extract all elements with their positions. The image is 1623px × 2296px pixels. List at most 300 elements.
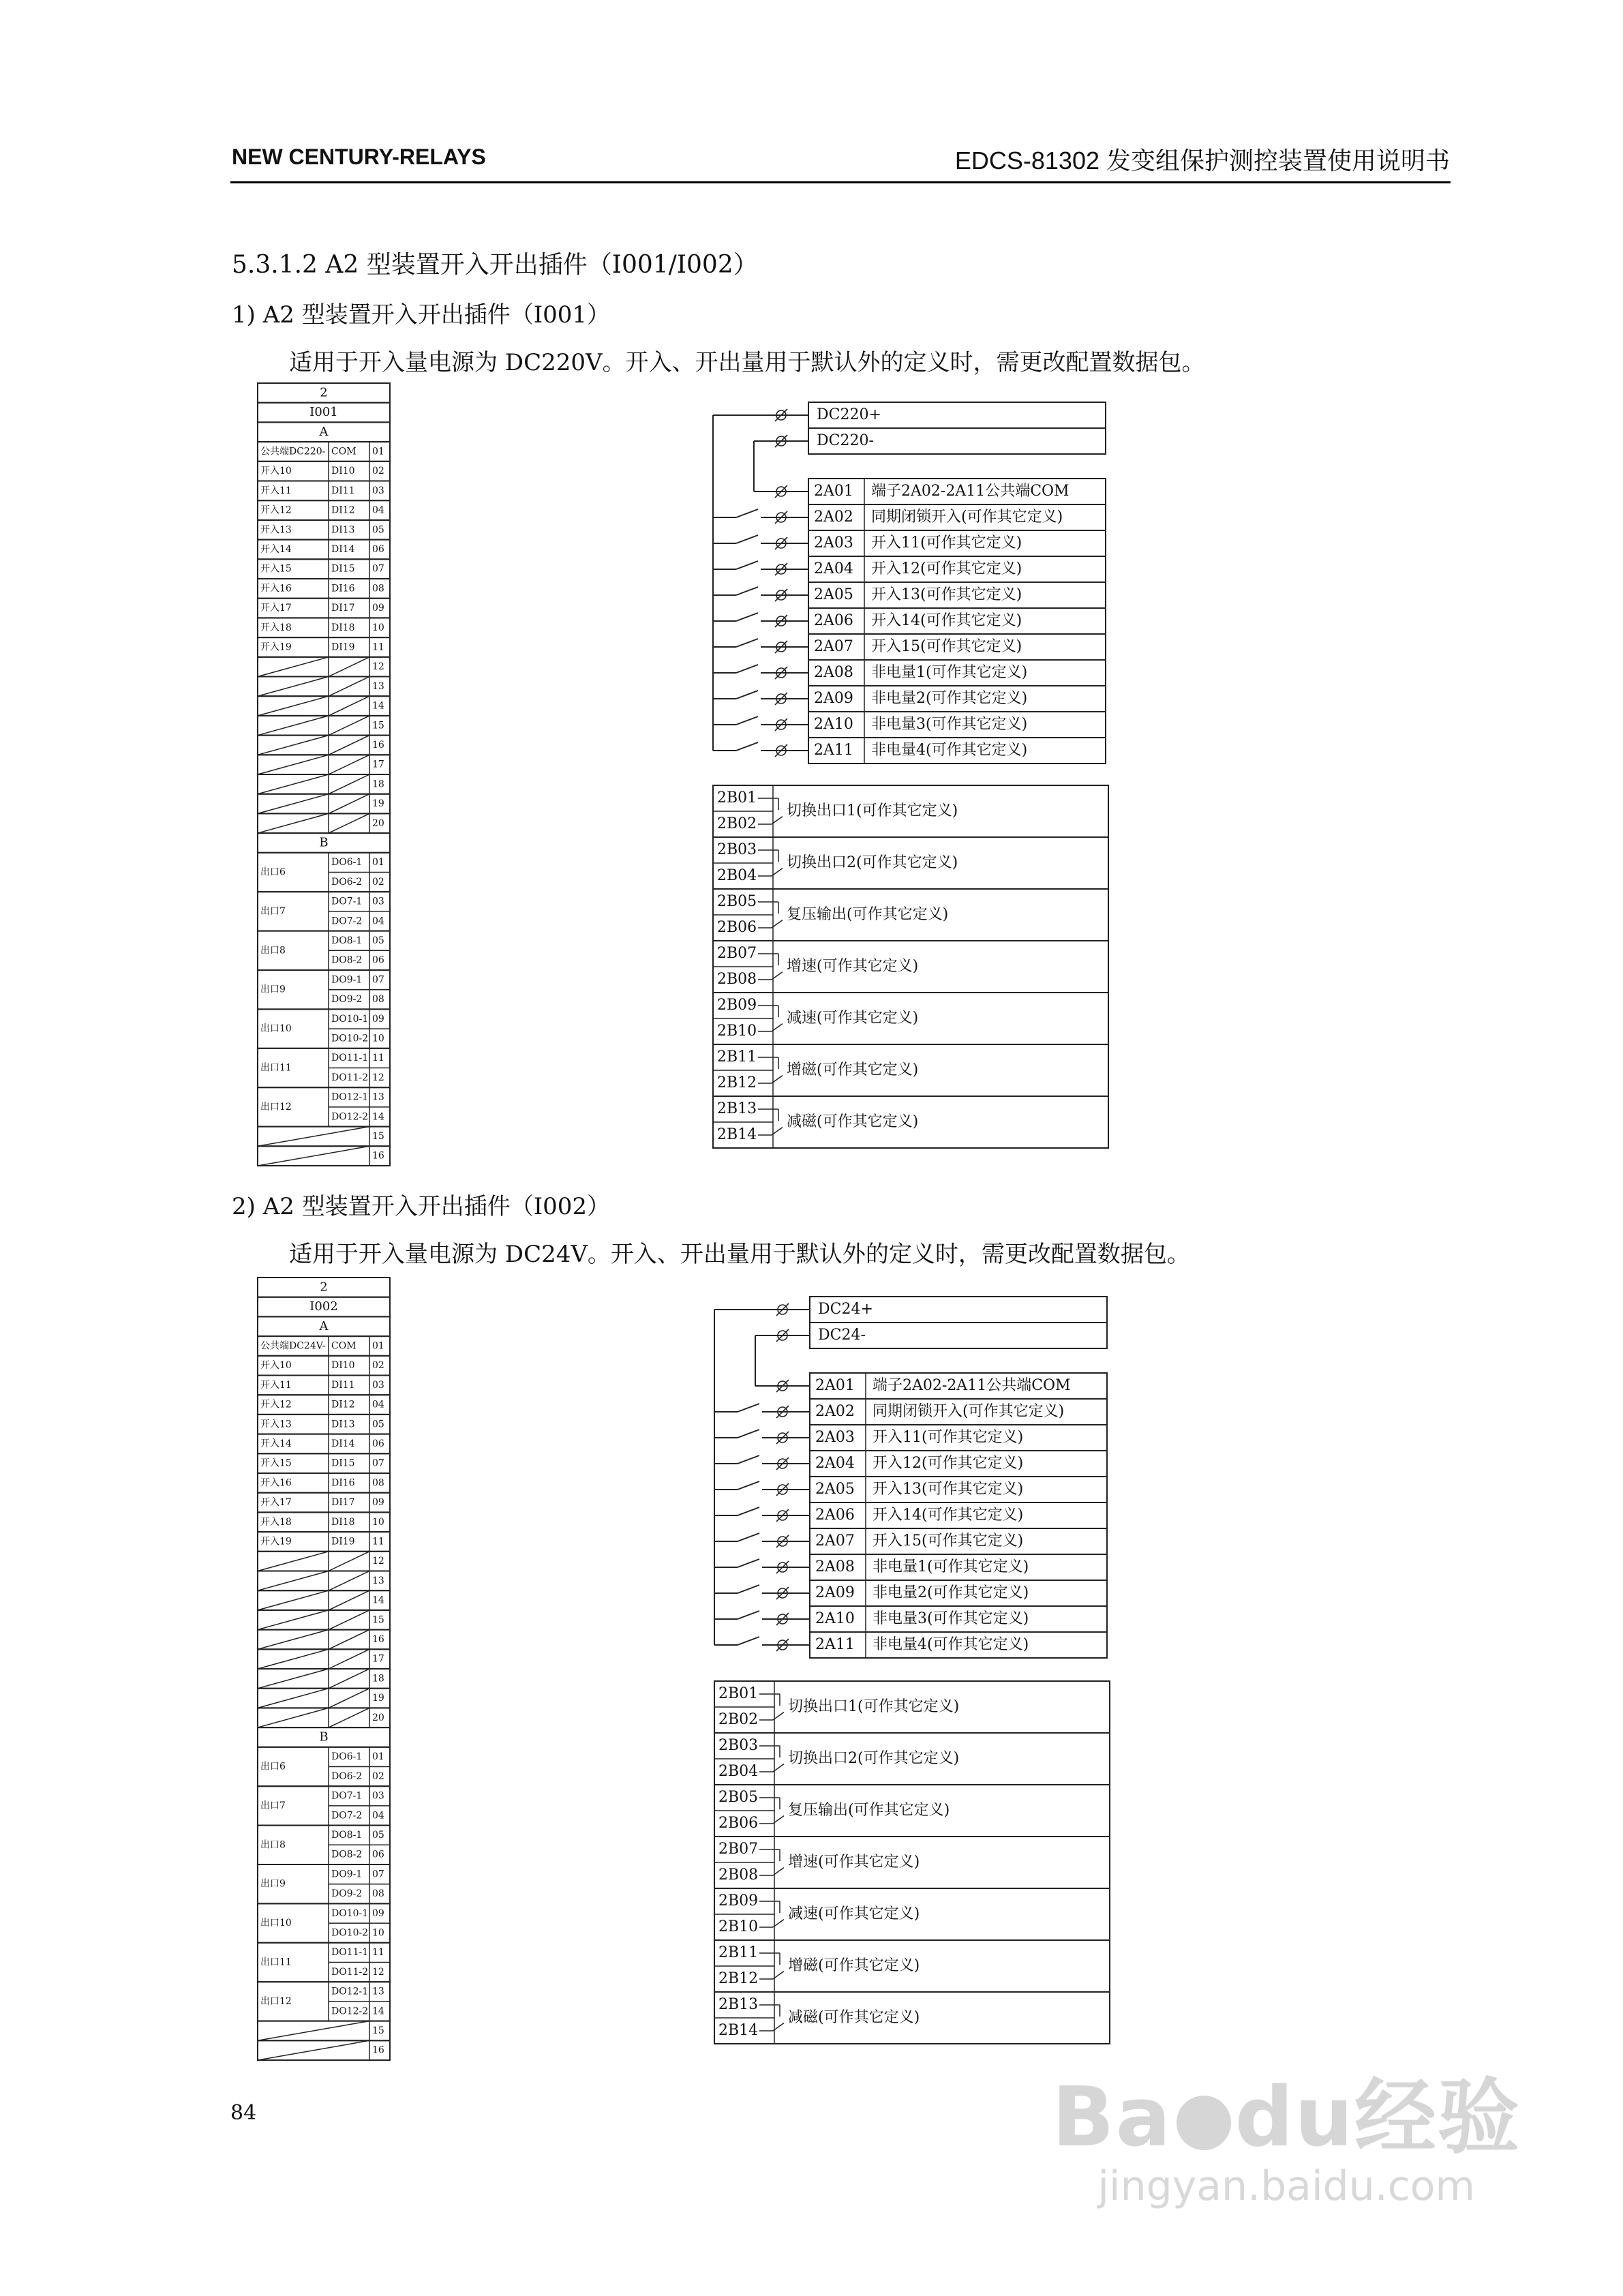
- empty-slash: [329, 657, 369, 677]
- input-terminal: 2A05: [814, 586, 853, 603]
- terminal-channel: DO11-2: [331, 1072, 369, 1083]
- terminal-channel: DI16: [331, 1477, 355, 1489]
- watermark-logo: Ba du经验: [1052, 2070, 1521, 2165]
- contact-switch: [736, 613, 758, 621]
- empty-slash: [329, 1552, 369, 1571]
- terminal-number: 20: [372, 1712, 384, 1723]
- input-description: 端子2A02-2A11公共端COM: [873, 1377, 1071, 1394]
- terminal-header-text: 2: [320, 385, 328, 400]
- empty-slash: [258, 677, 329, 697]
- output-terminal: 2B03: [717, 841, 757, 858]
- input-description: 非电量3(可作其它定义): [873, 1610, 1029, 1627]
- item-1-heading: 1) A2 型装置开入开出插件（I001）: [232, 301, 611, 329]
- input-terminal: 2A10: [815, 1610, 855, 1627]
- empty-slash: [258, 1649, 329, 1669]
- terminal-empty-row: [258, 813, 390, 833]
- input-description: 非电量4(可作其它定义): [873, 1636, 1029, 1653]
- empty-slash: [258, 813, 329, 833]
- terminal-channel: DI15: [331, 563, 355, 575]
- terminal-channel: DO11-1: [331, 1947, 369, 1959]
- empty-slash: [329, 696, 369, 716]
- input-description: 非电量1(可作其它定义): [871, 664, 1028, 681]
- empty-slash: [329, 1689, 369, 1708]
- terminal-number: 13: [372, 1091, 384, 1103]
- terminal-number: 16: [372, 739, 384, 751]
- output-description: 减磁(可作其它定义): [787, 1113, 919, 1130]
- input-description: 开入14(可作其它定义): [873, 1507, 1024, 1524]
- power-label: DC24-: [818, 1327, 866, 1344]
- terminal-empty-row: [258, 716, 390, 736]
- empty-slash: [258, 794, 329, 814]
- input-terminal: 2A04: [815, 1455, 855, 1472]
- terminal-signal-name: 开入16: [260, 583, 292, 594]
- terminal-empty-row: [258, 1590, 390, 1610]
- output-terminal: 2B05: [718, 1789, 759, 1806]
- terminal-channel: DO11-2: [331, 1966, 369, 1978]
- empty-slash: [258, 1552, 329, 1571]
- empty-slash: [329, 736, 369, 755]
- contact-switch: [738, 1481, 759, 1490]
- empty-slash: [258, 1571, 329, 1591]
- item-1-description: 适用于开入量电源为 DC220V。开入、开出量用于默认外的定义时，需更改配置数据包。: [289, 349, 1205, 376]
- empty-slash: [258, 2040, 369, 2060]
- terminal-number: 10: [372, 1927, 384, 1939]
- terminal-signal-name: 开入10: [260, 466, 292, 477]
- terminal-channel: DO12-1: [331, 1091, 369, 1103]
- terminal-number: 08: [372, 994, 384, 1006]
- terminal-number: 03: [372, 1790, 384, 1802]
- empty-slash: [329, 813, 369, 833]
- terminal-output-name: 出口10: [260, 1023, 292, 1035]
- contact-switch: [736, 742, 758, 751]
- terminal-empty-row: [258, 657, 390, 677]
- output-terminal: 2B05: [717, 893, 757, 910]
- input-terminal: 2A08: [815, 1558, 855, 1575]
- terminal-empty-row: [258, 677, 390, 697]
- terminal-channel: DI16: [331, 583, 355, 594]
- output-description: 减磁(可作其它定义): [788, 2009, 920, 2026]
- terminal-channel: DI17: [331, 603, 355, 614]
- terminal-number: 15: [372, 1130, 384, 1142]
- input-terminal: 2A05: [815, 1481, 855, 1498]
- terminal-signal-name: 开入15: [260, 563, 292, 575]
- empty-slash: [329, 794, 369, 814]
- input-terminal: 2A07: [814, 638, 853, 655]
- output-description: 增速(可作其它定义): [788, 1854, 920, 1871]
- output-terminal: 2B02: [718, 1711, 759, 1728]
- output-terminal: 2B11: [718, 1944, 759, 1961]
- terminal-empty-row: [258, 1649, 390, 1669]
- terminal-channel: DI18: [331, 622, 355, 633]
- terminal-signal-name: 开入17: [260, 1497, 292, 1509]
- terminal-number: 02: [372, 1360, 384, 1372]
- empty-slash: [258, 2021, 369, 2041]
- terminal-signal-name: 开入19: [260, 1536, 292, 1547]
- empty-slash: [329, 1590, 369, 1610]
- terminal-channel: DI12: [331, 504, 355, 516]
- input-description: 同期闭锁开入(可作其它定义): [871, 509, 1063, 526]
- terminal-channel: DO8-2: [331, 1849, 363, 1860]
- terminal-channel: DI19: [331, 1536, 355, 1547]
- contact-switch: [736, 716, 758, 725]
- empty-slash: [258, 774, 329, 794]
- terminal-output-name: 出口9: [260, 984, 286, 995]
- contact-switch: [738, 1559, 759, 1567]
- output-terminal: 2B12: [718, 1970, 759, 1987]
- input-terminal: 2A09: [814, 690, 853, 707]
- terminal-number: 11: [372, 1947, 384, 1959]
- terminal-number: 03: [372, 485, 384, 496]
- contact-switch: [736, 535, 758, 543]
- empty-slash: [258, 1669, 329, 1689]
- output-terminal: 2B07: [718, 1841, 759, 1858]
- terminal-number: 16: [372, 2044, 384, 2056]
- terminal-number: 02: [372, 876, 384, 888]
- terminal-empty-row: [258, 2040, 390, 2060]
- terminal-output-name: 出口12: [260, 1101, 292, 1113]
- terminal-number: 07: [372, 1869, 384, 1880]
- terminal-header-text: I001: [309, 405, 338, 420]
- terminal-output-name: 出口7: [260, 1800, 286, 1811]
- terminal-number: 08: [372, 1477, 384, 1489]
- input-description: 端子2A02-2A11公共端COM: [871, 483, 1070, 500]
- terminal-header-text: I002: [309, 1299, 338, 1314]
- terminal-empty-row: [258, 1610, 390, 1630]
- empty-slash: [329, 677, 369, 697]
- section-title: 5.3.1.2 A2 型装置开入开出插件（I001/I002）: [232, 251, 758, 279]
- terminal-number: 14: [372, 2006, 384, 2017]
- empty-slash: [258, 1127, 369, 1147]
- terminal-number: 03: [372, 1379, 384, 1391]
- terminal-number: 03: [372, 896, 384, 907]
- contact-switch: [738, 1533, 759, 1541]
- terminal-signal-name: 开入18: [260, 1516, 292, 1528]
- contact-switch: [738, 1455, 759, 1464]
- empty-slash: [329, 1630, 369, 1650]
- empty-slash: [329, 1708, 369, 1727]
- contact-switch: [736, 587, 758, 595]
- empty-slash: [329, 1571, 369, 1591]
- terminal-number: 07: [372, 1457, 384, 1469]
- contact-switch: [738, 1585, 759, 1593]
- empty-slash: [329, 774, 369, 794]
- terminal-number: 14: [372, 700, 384, 712]
- terminal-number: 10: [372, 622, 384, 633]
- output-terminal: 2B08: [718, 1867, 759, 1884]
- output-terminal: 2B04: [717, 867, 757, 884]
- item-2-description: 适用于开入量电源为 DC24V。开入、开出量用于默认外的定义时，需更改配置数据包。: [289, 1241, 1190, 1268]
- output-description: 复压输出(可作其它定义): [788, 1802, 950, 1819]
- terminal-number: 10: [372, 1516, 384, 1528]
- empty-slash: [329, 1649, 369, 1669]
- terminal-signal-name: 开入10: [260, 1360, 292, 1372]
- terminal-channel: DI18: [331, 1516, 355, 1528]
- terminal-channel: DO10-2: [331, 1033, 369, 1044]
- output-terminal: 2B10: [718, 1918, 759, 1935]
- terminal-number: 11: [372, 1053, 384, 1064]
- output-description: 减速(可作其它定义): [788, 1905, 920, 1922]
- output-terminal: 2B09: [718, 1892, 759, 1909]
- terminal-channel: DO6-2: [331, 876, 363, 888]
- terminal-number: 02: [372, 1770, 384, 1782]
- terminal-channel: DO10-1: [331, 1013, 369, 1025]
- terminal-empty-row: [258, 2021, 390, 2041]
- empty-slash: [258, 1630, 329, 1650]
- output-description: 增速(可作其它定义): [787, 958, 919, 975]
- output-terminal: 2B14: [718, 2022, 759, 2039]
- terminal-channel: DI10: [331, 1360, 355, 1372]
- terminal-channel: COM: [331, 446, 357, 457]
- input-description: 开入12(可作其它定义): [873, 1455, 1024, 1472]
- output-terminal: 2B03: [718, 1737, 759, 1754]
- input-terminal: 2A02: [815, 1403, 855, 1420]
- empty-slash: [258, 696, 329, 716]
- terminal-signal-name: 公共端DC220-: [260, 446, 326, 457]
- contact-switch: [738, 1637, 759, 1645]
- watermark: [1052, 2052, 1521, 2210]
- terminal-empty-row: [258, 1669, 390, 1689]
- terminal-number: 16: [372, 1633, 384, 1645]
- output-description: 增磁(可作其它定义): [788, 1957, 920, 1974]
- terminal-number: 10: [372, 1033, 384, 1044]
- terminal-number: 01: [372, 1751, 384, 1763]
- terminal-header-text: 2: [320, 1280, 328, 1295]
- terminal-number: 11: [372, 641, 384, 653]
- item-2-heading: 2) A2 型装置开入开出插件（I002）: [232, 1193, 611, 1220]
- terminal-empty-row: [258, 1146, 390, 1166]
- terminal-channel: DO12-2: [331, 2006, 369, 2017]
- terminal-channel: DO6-1: [331, 1751, 363, 1763]
- terminal-channel: DO6-2: [331, 1770, 363, 1782]
- terminal-channel: DI13: [331, 524, 355, 536]
- input-terminal: 2A11: [815, 1636, 855, 1653]
- contact-switch: [736, 639, 758, 647]
- terminal-signal-name: 开入14: [260, 1438, 292, 1449]
- input-description: 开入12(可作其它定义): [871, 560, 1022, 577]
- output-terminal: 2B13: [717, 1100, 757, 1117]
- terminal-number: 01: [372, 446, 384, 457]
- terminal-number: 05: [372, 1419, 384, 1430]
- output-terminal: 2B09: [717, 997, 757, 1014]
- empty-slash: [258, 736, 329, 755]
- output-description: 切换出口1(可作其它定义): [788, 1698, 960, 1715]
- terminal-signal-name: 开入17: [260, 603, 292, 614]
- output-terminal: 2B01: [718, 1685, 759, 1702]
- terminal-output-name: 出口11: [260, 1062, 292, 1074]
- terminal-number: 17: [372, 1653, 384, 1665]
- output-terminal: 2B10: [717, 1023, 757, 1040]
- output-terminal: 2B06: [718, 1815, 759, 1832]
- input-terminal: 2A02: [814, 509, 853, 526]
- input-description: 开入13(可作其它定义): [873, 1481, 1024, 1498]
- terminal-number: 18: [372, 779, 384, 790]
- input-description: 开入15(可作其它定义): [873, 1532, 1024, 1550]
- page-number: 84: [230, 2101, 257, 2125]
- contact-switch: [736, 561, 758, 569]
- input-description: 开入15(可作其它定义): [871, 638, 1022, 655]
- terminal-channel: DI12: [331, 1399, 355, 1410]
- terminal-header-text: A: [319, 424, 329, 439]
- terminal-signal-name: 开入15: [260, 1457, 292, 1469]
- terminal-number: 11: [372, 1536, 384, 1547]
- terminal-empty-row: [258, 736, 390, 755]
- terminal-number: 16: [372, 1150, 384, 1162]
- terminal-channel: DI15: [331, 1457, 355, 1469]
- paw-icon: [1177, 2096, 1231, 2150]
- terminal-number: 06: [372, 954, 384, 966]
- terminal-number: 08: [372, 1888, 384, 1900]
- output-terminal: 2B01: [717, 789, 757, 806]
- terminal-channel: DO12-2: [331, 1111, 369, 1123]
- terminal-output-name: 出口11: [260, 1957, 292, 1968]
- empty-slash: [258, 1610, 329, 1630]
- input-description: 同期闭锁开入(可作其它定义): [873, 1403, 1065, 1420]
- terminal-channel: DI17: [331, 1497, 355, 1509]
- terminal-output-name: 出口7: [260, 905, 286, 917]
- terminal-channel: DO9-2: [331, 1888, 363, 1900]
- terminal-number: 04: [372, 1399, 384, 1410]
- header-doc-title: EDCS-81302 发变组保护测控装置使用说明书: [954, 147, 1450, 175]
- terminal-signal-name: 开入11: [260, 485, 292, 496]
- terminal-channel: DO11-1: [331, 1053, 369, 1064]
- output-terminal: 2B14: [717, 1126, 757, 1143]
- terminal-channel: DI11: [331, 1379, 355, 1391]
- contact-switch: [738, 1611, 759, 1619]
- input-description: 非电量4(可作其它定义): [871, 742, 1028, 759]
- terminal-number: 09: [372, 1013, 384, 1025]
- empty-slash: [329, 1610, 369, 1630]
- terminal-header-text: B: [319, 1729, 329, 1744]
- terminal-channel: DO9-2: [331, 994, 363, 1006]
- terminal-number: 04: [372, 1810, 384, 1822]
- terminal-number: 20: [372, 817, 384, 829]
- terminal-number: 04: [372, 916, 384, 927]
- terminal-channel: DO10-2: [331, 1927, 369, 1939]
- contact-switch: [738, 1430, 759, 1438]
- terminal-channel: DO9-1: [331, 974, 363, 986]
- output-description: 减速(可作其它定义): [787, 1010, 919, 1027]
- terminal-number: 05: [372, 524, 384, 536]
- terminal-empty-row: [258, 1630, 390, 1650]
- output-terminal: 2B06: [717, 919, 757, 936]
- terminal-number: 05: [372, 935, 384, 946]
- terminal-empty-row: [258, 774, 390, 794]
- terminal-number: 02: [372, 466, 384, 477]
- output-terminal: 2B11: [717, 1048, 757, 1066]
- input-description: 开入14(可作其它定义): [871, 612, 1022, 629]
- output-terminal: 2B02: [717, 815, 757, 832]
- terminal-empty-row: [258, 1127, 390, 1147]
- terminal-number: 09: [372, 603, 384, 614]
- terminal-output-name: 出口9: [260, 1878, 286, 1890]
- input-terminal: 2A06: [815, 1507, 855, 1524]
- terminal-signal-name: 开入11: [260, 1379, 292, 1391]
- output-description: 复压输出(可作其它定义): [787, 906, 949, 923]
- terminal-signal-name: 开入19: [260, 641, 292, 653]
- terminal-number: 19: [372, 798, 384, 810]
- terminal-number: 06: [372, 1849, 384, 1860]
- power-label: DC220+: [817, 406, 881, 423]
- input-description: 开入13(可作其它定义): [871, 586, 1022, 603]
- terminal-signal-name: 开入14: [260, 543, 292, 555]
- terminal-header-text: B: [319, 835, 329, 850]
- input-terminal: 2A09: [815, 1584, 855, 1601]
- terminal-channel: DI14: [331, 543, 355, 555]
- empty-slash: [258, 1146, 369, 1166]
- empty-slash: [258, 716, 329, 736]
- terminal-channel: DI19: [331, 641, 355, 653]
- terminal-number: 13: [372, 1575, 384, 1586]
- terminal-channel: DO8-1: [331, 935, 363, 946]
- input-description: 非电量2(可作其它定义): [871, 690, 1028, 707]
- terminal-channel: DO12-1: [331, 1986, 369, 1997]
- terminal-empty-row: [258, 755, 390, 774]
- contact-switch: [738, 1507, 759, 1515]
- terminal-signal-name: 开入12: [260, 1399, 292, 1410]
- terminal-number: 17: [372, 759, 384, 770]
- empty-slash: [329, 755, 369, 774]
- terminal-number: 14: [372, 1595, 384, 1606]
- terminal-channel: COM: [331, 1340, 357, 1352]
- terminal-output-name: 出口10: [260, 1918, 292, 1929]
- power-label: DC220-: [817, 432, 874, 449]
- terminal-empty-row: [258, 1708, 390, 1727]
- header-company: NEW CENTURY-RELAYS: [232, 145, 486, 169]
- terminal-number: 15: [372, 2025, 384, 2036]
- terminal-number: 07: [372, 974, 384, 986]
- input-terminal: 2A03: [814, 534, 853, 552]
- terminal-number: 12: [372, 1556, 384, 1567]
- terminal-signal-name: 公共端DC24V-: [260, 1340, 326, 1352]
- terminal-signal-name: 开入16: [260, 1477, 292, 1489]
- input-terminal: 2A07: [815, 1532, 855, 1550]
- terminal-number: 06: [372, 1438, 384, 1449]
- terminal-empty-row: [258, 1552, 390, 1571]
- terminal-signal-name: 开入12: [260, 504, 292, 516]
- terminal-output-name: 出口8: [260, 1839, 286, 1851]
- empty-slash: [258, 657, 329, 677]
- terminal-empty-row: [258, 1571, 390, 1591]
- terminal-output-name: 出口8: [260, 945, 286, 956]
- output-description: 切换出口1(可作其它定义): [787, 802, 958, 819]
- terminal-number: 05: [372, 1829, 384, 1841]
- terminal-header-text: A: [319, 1318, 329, 1333]
- terminal-output-name: 出口6: [260, 866, 286, 878]
- input-terminal: 2A06: [814, 612, 853, 629]
- terminal-output-name: 出口12: [260, 1995, 292, 2007]
- terminal-channel: DI10: [331, 466, 355, 477]
- terminal-channel: DI14: [331, 1438, 355, 1449]
- empty-slash: [329, 716, 369, 736]
- input-terminal: 2A08: [814, 664, 853, 681]
- terminal-channel: DO10-1: [331, 1907, 369, 1919]
- input-description: 开入11(可作其它定义): [873, 1429, 1024, 1446]
- output-terminal: 2B12: [717, 1074, 757, 1091]
- contact-switch: [736, 691, 758, 699]
- terminal-number: 01: [372, 1340, 384, 1352]
- input-terminal: 2A01: [814, 483, 853, 500]
- terminal-empty-row: [258, 794, 390, 814]
- terminal-channel: DO8-2: [331, 954, 363, 966]
- output-description: 增磁(可作其它定义): [787, 1061, 919, 1078]
- terminal-number: 12: [372, 1966, 384, 1978]
- terminal-number: 15: [372, 1614, 384, 1626]
- terminal-number: 12: [372, 661, 384, 673]
- input-description: 非电量1(可作其它定义): [873, 1558, 1029, 1575]
- input-terminal: 2A01: [815, 1377, 855, 1394]
- output-terminal: 2B08: [717, 971, 757, 988]
- terminal-number: 13: [372, 1986, 384, 1997]
